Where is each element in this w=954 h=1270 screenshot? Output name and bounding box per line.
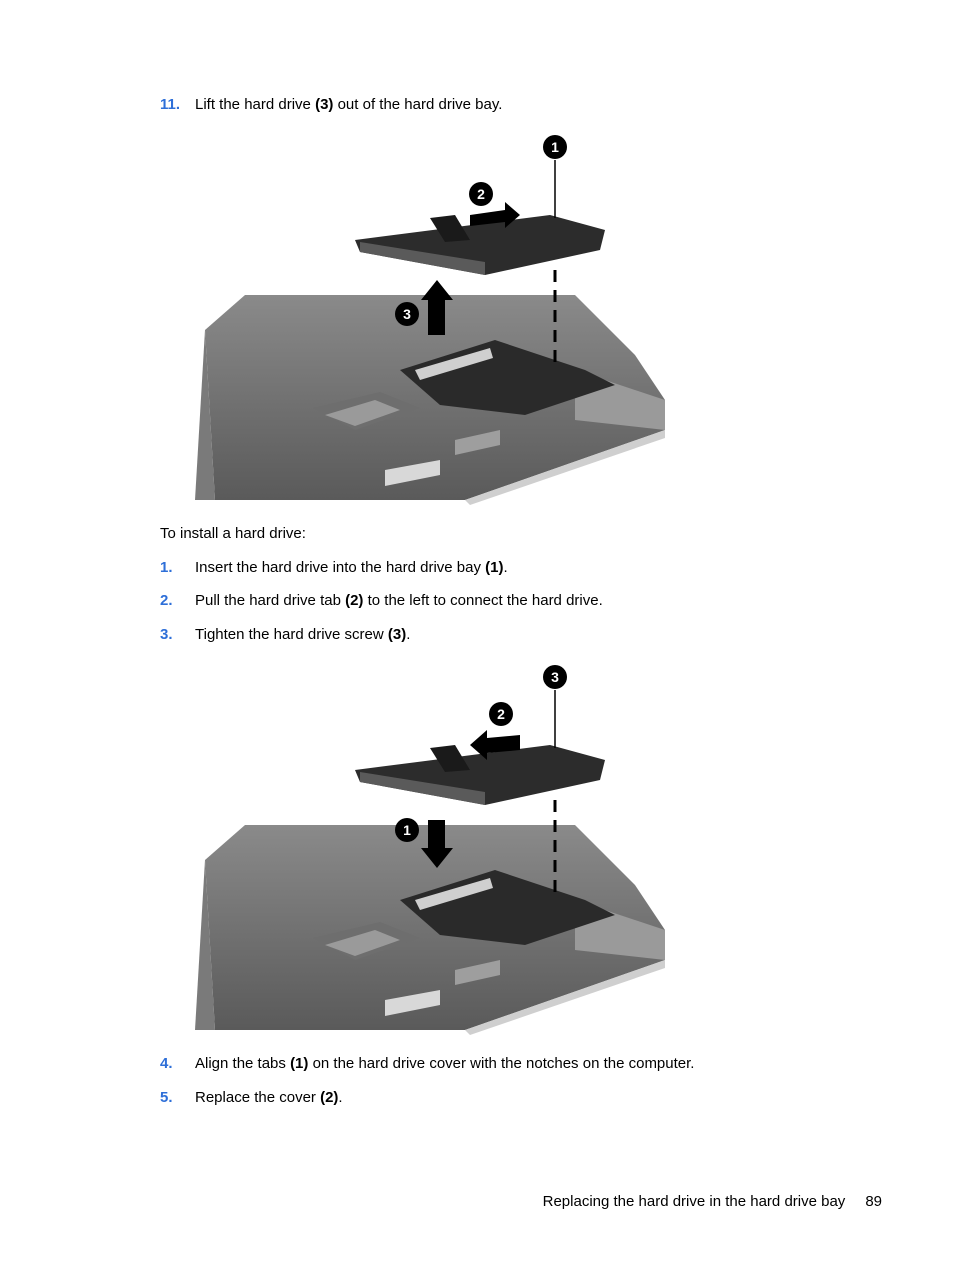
step-text-tail: . — [406, 626, 411, 643]
step-text-tail: on the hard drive cover with the notches on the computer. — [308, 1055, 695, 1072]
step-text: Pull the hard drive tab — [195, 592, 346, 609]
step-callout-ref: (2) — [320, 1089, 339, 1106]
callout-label: 3 — [403, 306, 411, 322]
callout-label: 3 — [551, 669, 559, 685]
step-text: Insert the hard drive into the hard drive bay — [195, 559, 486, 576]
hard-drive-install-illustration — [195, 660, 675, 1035]
step-text: Replace the cover — [195, 1089, 321, 1106]
footer-section-title: Replacing the hard drive in the hard drive bay — [542, 1193, 846, 1210]
step-2 — [160, 592, 603, 610]
hard-drive — [355, 745, 605, 805]
step-number: 3. — [160, 626, 173, 643]
step-text: Align the tabs — [195, 1055, 291, 1072]
step-1 — [160, 559, 508, 577]
step-number: 5. — [160, 1089, 173, 1106]
step-number: 2. — [160, 592, 173, 609]
step-callout-ref: (2) — [345, 592, 364, 609]
step-text: Lift the hard drive — [195, 96, 316, 113]
step-number: 4. — [160, 1055, 173, 1072]
step-3 — [160, 626, 410, 644]
step-number: 11. — [160, 96, 181, 113]
step-text-tail: . — [503, 559, 508, 576]
step-text: Tighten the hard drive screw — [195, 626, 388, 643]
page-footer — [543, 1193, 882, 1211]
step-5 — [160, 1089, 343, 1107]
step-text-tail: to the left to connect the hard drive. — [363, 592, 603, 609]
install-intro: To install a hard drive: — [160, 525, 306, 542]
page-number: 89 — [865, 1193, 882, 1210]
callout-label: 2 — [477, 186, 485, 202]
step-text-tail: out of the hard drive bay. — [333, 96, 503, 113]
callout-label: 1 — [403, 822, 411, 838]
step-callout-ref: (3) — [387, 626, 407, 643]
step-text-tail: . — [338, 1089, 343, 1106]
step-number: 1. — [160, 559, 173, 576]
step-4 — [160, 1055, 694, 1073]
step-callout-ref: (1) — [290, 1055, 309, 1072]
step-callout-ref: (1) — [485, 559, 504, 576]
callout-label: 1 — [551, 139, 559, 155]
callout-label: 2 — [497, 706, 505, 722]
hard-drive-removal-illustration — [195, 130, 675, 505]
step-callout-ref: (3) — [315, 96, 334, 113]
step-11 — [160, 96, 502, 114]
